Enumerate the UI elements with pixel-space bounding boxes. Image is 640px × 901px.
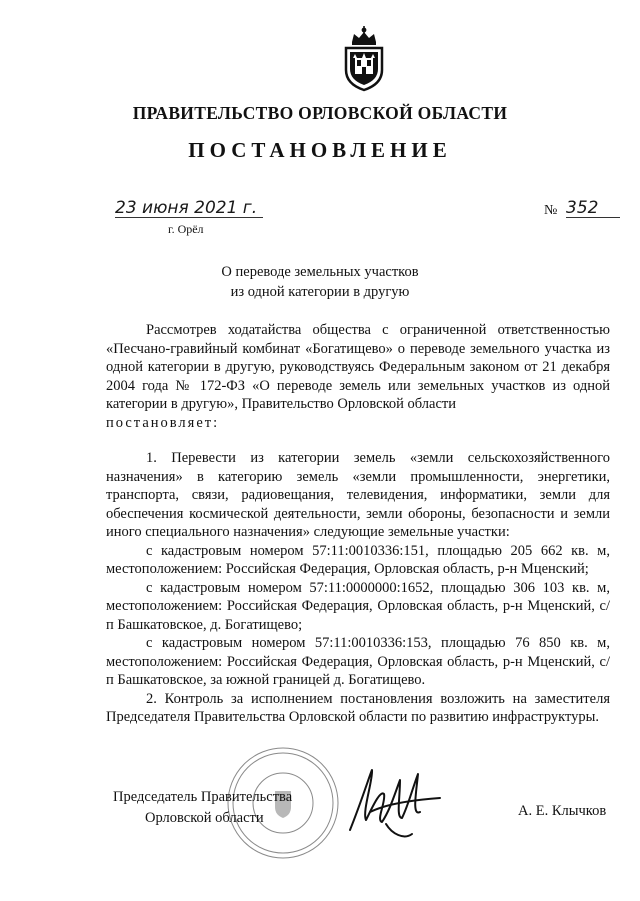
coat-of-arms-icon xyxy=(340,24,388,92)
preamble-text: Рассмотрев ходатайства общества с ограниченной ответственностью «Песчано-гравийный комбинат «Богатищево» о переводе земельного участка из одной категории в другую, руководствуясь Федеральным законом от 21 декабря 2004 года № 172-ФЗ «О переводе земель или земельных участков из одной категории в другую», Правительство Орловской области xyxy=(106,322,610,412)
document-body xyxy=(106,321,610,727)
parcel-2-paragraph: с кадастровым номером 57:11:0000000:1652, площадью 306 103 кв. м, местоположением: Российская Федерация, Орловская область, р-н Мценский, с/п Башкатовское, д. Богатищево; xyxy=(106,579,610,633)
position-line-2: Орловской области xyxy=(145,810,264,826)
item-1-paragraph: 1. Перевести из категории земель «земли сельскохозяйственного назначения» в категорию земель «земли промышленности, энергетики, транспорта, связи, радиовещания, телевидения, информатики, земли для обеспечения космической деятельности, земли обороны, безопасности и земли иного специального назначения» следующие земельные участки: xyxy=(106,450,610,540)
subject-line-1: О переводе земельных участков xyxy=(221,264,419,280)
organization-title: ПРАВИТЕЛЬСТВО ОРЛОВСКОЙ ОБЛАСТИ xyxy=(132,103,508,123)
document-type-title: ПОСТАНОВЛЕНИЕ xyxy=(188,138,452,162)
subject-line-2: из одной категории в другую xyxy=(230,284,410,300)
document-date: 23 июня 2021 г. xyxy=(115,199,263,218)
document-number: 352 xyxy=(566,199,620,218)
handwritten-signature xyxy=(342,760,446,848)
item-2-paragraph: 2. Контроль за исполнением постановления возложить на заместителя Председателя Правительства Орловской области по развитию инфраструктуры. xyxy=(106,690,610,725)
document-number-label: № xyxy=(544,203,558,218)
document-subject xyxy=(0,262,640,302)
parcel-1-paragraph: с кадастровым номером 57:11:0010336:151, площадью 205 662 кв. м, местоположением: Российская Федерация, Орловская область, р-н Мценский; xyxy=(106,542,610,577)
document-city: г. Орёл xyxy=(168,222,204,236)
preamble-paragraph xyxy=(106,321,610,432)
position-line-1: Председатель Правительства xyxy=(113,789,293,805)
signatory-name: А. Е. Клычков xyxy=(518,803,607,819)
parcel-3-paragraph: с кадастровым номером 57:11:0010336:153, площадью 76 850 кв. м, местоположением: Российская Федерация, Орловская область, р-н Мценский, с/п Башкатовское, за южной границей д. Богатищево. xyxy=(106,635,610,688)
decree-word: постановляет: xyxy=(106,414,220,431)
signatory-position xyxy=(113,787,292,829)
